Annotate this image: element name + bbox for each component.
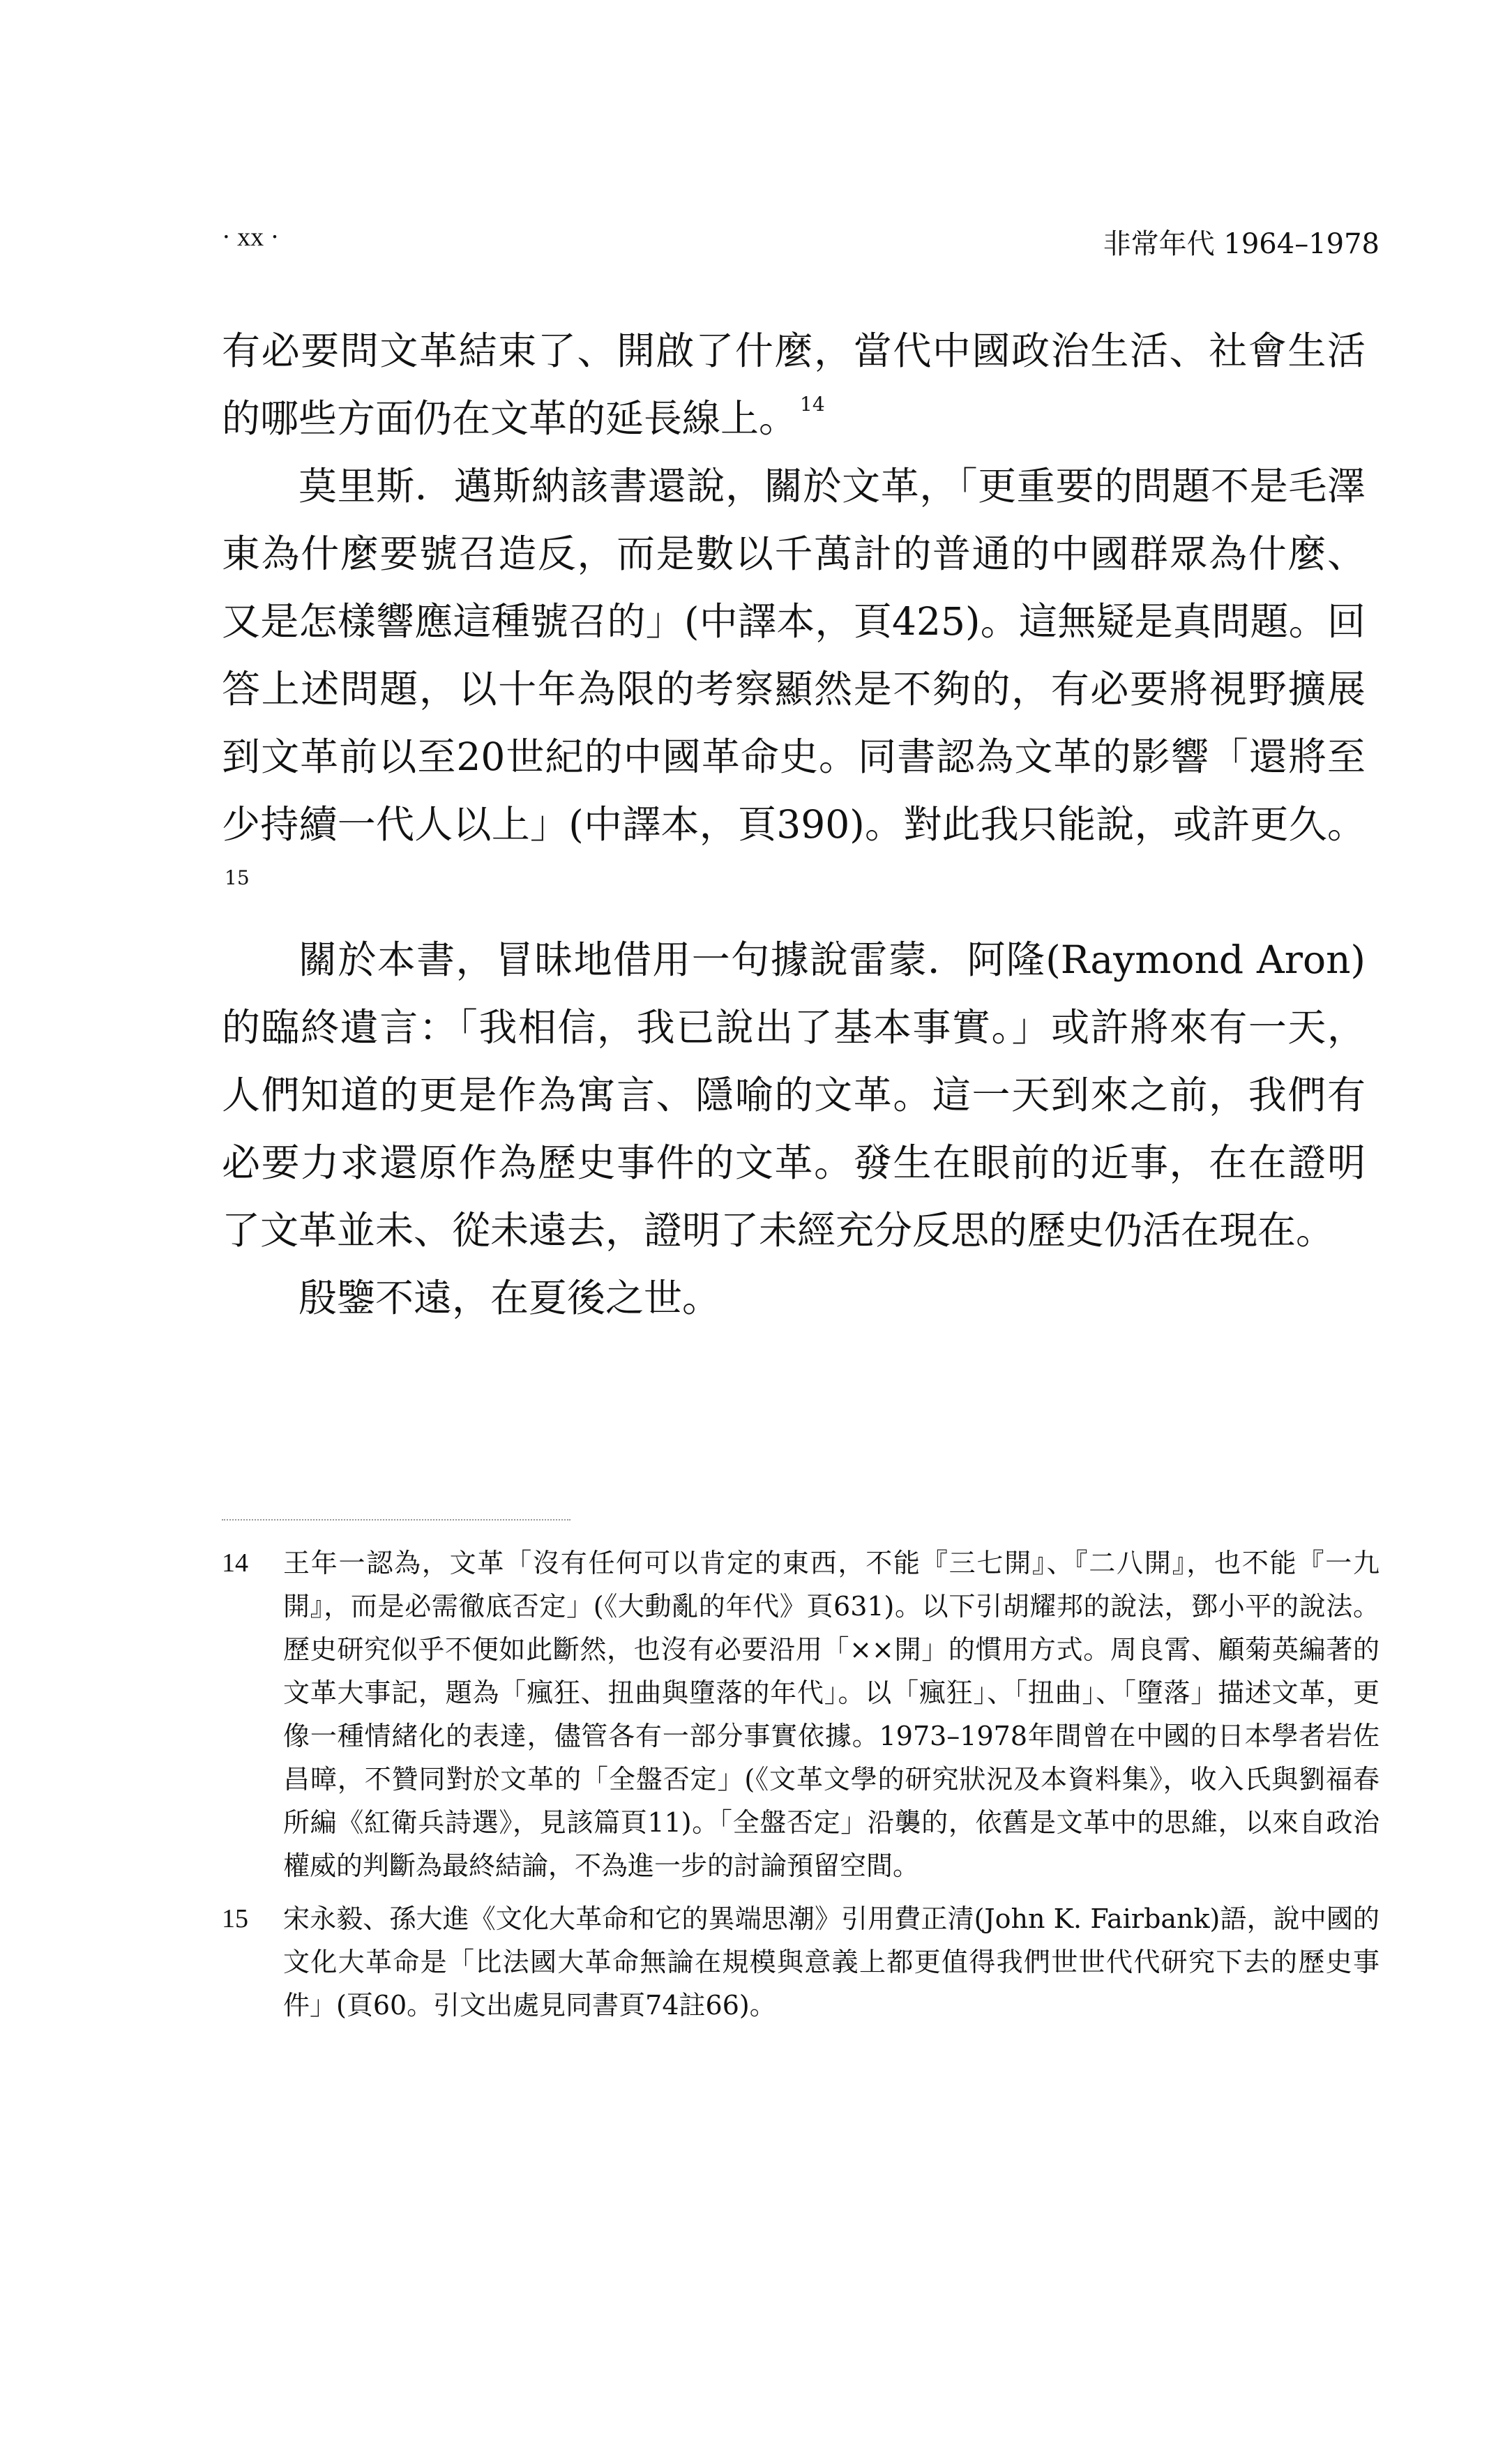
footnote-ref-14[interactable]: 14	[800, 393, 825, 416]
footnotes	[222, 1541, 1379, 2037]
paragraph-1: 有必要問文革結束了、開啟了什麼，當代中國政治生活、社會生活的哪些方面仍在文革的延長線上。 $^{14}$	[222, 329, 1366, 441]
paragraph-3: 關於本書，冒昧地借用一句據說雷蒙．阿隆(Raymond Aron)的臨終遺言：「我相信，我已說出了基本事實。」或許將來有一天，人們知道的更是作為寓言、隱喻的文革。這一天到來之前，我們有必要力求還原作為歷史事件的文革。發生在眼前的近事，在在證明了文革並未、從未遠去，證明了未經充分反思的歷史仍活在現在。	[222, 937, 1366, 1253]
body-text	[222, 317, 1366, 1332]
footnote-number: 14	[222, 1548, 248, 1578]
footnote-14	[222, 1541, 1379, 1887]
footnote-ref-15[interactable]: 15	[225, 866, 250, 889]
footnote-number: 15	[222, 1904, 248, 1933]
page-number: · xx ·	[222, 222, 280, 252]
paragraph-2: 莫里斯．邁斯納該書還說，關於文革，「更重要的問題不是毛澤東為什麼要號召造反，而是數以千萬計的普通的中國群眾為什麼、又是怎樣響應這種號召的」(中譯本，頁425)。這無疑是真問題。回答上述問題，以十年為限的考察顯然是不夠的，有必要將視野擴展到文革前以至20世紀的中國革命史。同書認為文革的影響「還將至少持續一代人以上」(中譯本，頁390)。對此我只能說，或許更久。$^{15}$	[222, 464, 1366, 889]
footnote-divider	[222, 1519, 570, 1521]
footnote-15	[222, 1897, 1379, 2027]
footnote-text: 宋永毅、孫大進《文化大革命和它的異端思潮》引用費正清(John K. Fairbank)語，說中國的文化大革命是「比法國大革命無論在規模與意義上都更值得我們世世代代研究下去的歷史事件」(頁60。引文出處見同書頁74註66)。	[283, 1903, 1379, 2021]
paragraph-4: 殷鑒不遠，在夏後之世。	[298, 1276, 721, 1320]
footnote-text: 王年一認為，文革「沒有任何可以肯定的東西，不能『三七開』、『二八開』，也不能『一九開』，而是必需徹底否定」(《大動亂的年代》頁631)。以下引胡耀邦的說法，鄧小平的說法。歷史研究似乎不便如此斷然，也沒有必要沿用「××開」的慣用方式。周良霄、顧菊英編著的文革大事記，題為「瘋狂、扭曲與墮落的年代」。以「瘋狂」、「扭曲」、「墮落」描述文革，更像一種情緒化的表達，儘管各有一部分事實依據。1973–1978年間曾在中國的日本學者岩佐昌暲，不贊同對於文革的「全盤否定」(《文革文學的研究狀況及本資料集》，收入氏與劉福春所編《紅衛兵詩選》，見該篇頁11)。「全盤否定」沿襲的，依舊是文革中的思維，以來自政治權威的判斷為最終結論，不為進一步的討論預留空間。	[283, 1548, 1379, 1881]
running-title: 非常年代 1964–1978	[1103, 228, 1379, 260]
